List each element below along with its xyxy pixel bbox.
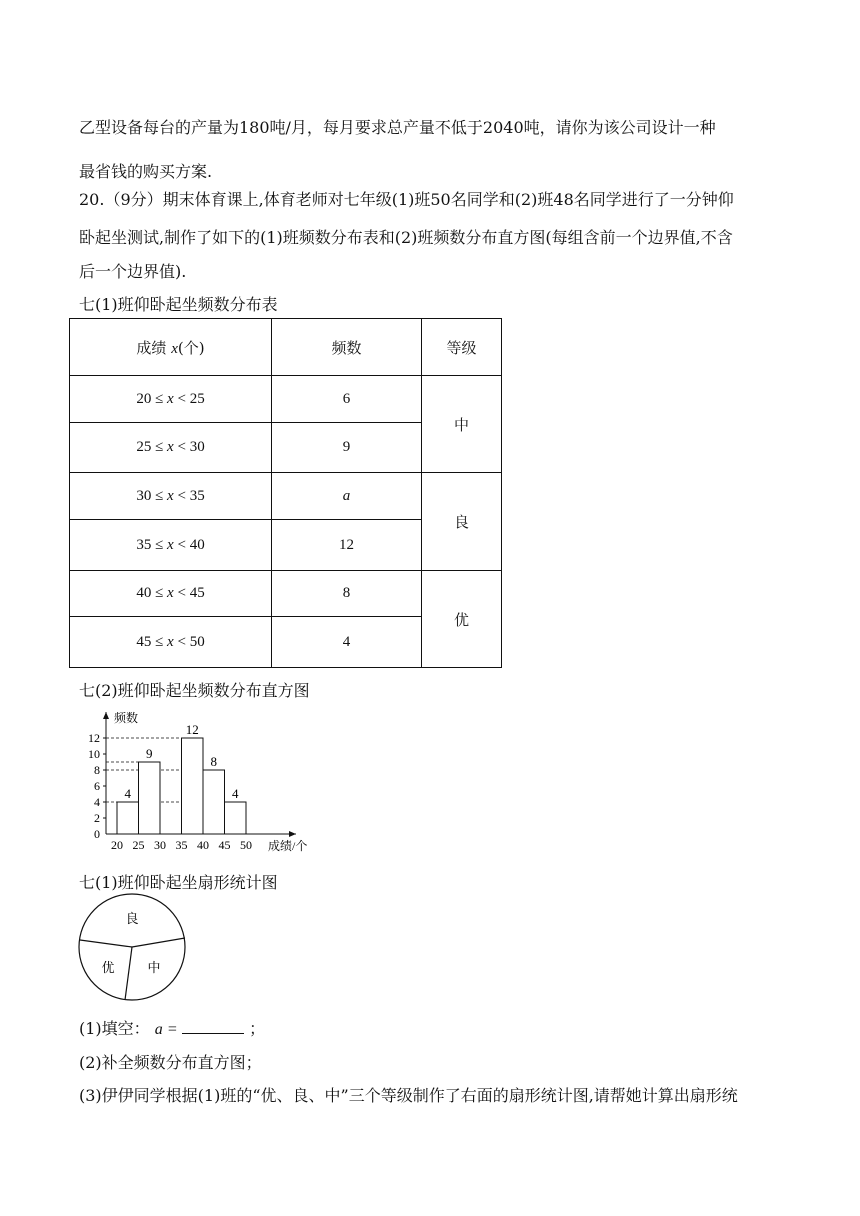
- y-axis-label: 频数: [114, 711, 139, 725]
- range-cell: 40 ≤ x < 45: [70, 571, 272, 617]
- pie-chart: [70, 892, 200, 1012]
- x-tick-label: 30: [154, 838, 166, 852]
- range-cell: 30 ≤ x < 35: [70, 473, 272, 520]
- answer-blank[interactable]: [182, 1019, 244, 1034]
- header-score: 成绩 x(个): [70, 319, 272, 376]
- range-cell: 35 ≤ x < 40: [70, 520, 272, 571]
- question-1: (1)填空： a = ；: [79, 1019, 266, 1038]
- x-axis-arrow: [289, 831, 296, 837]
- pie-label-good: 良: [125, 911, 139, 926]
- header-grade: 等级: [422, 319, 502, 376]
- bar-value-label: 8: [210, 754, 217, 769]
- histogram-bar: [203, 770, 225, 834]
- pie-divider: [125, 947, 132, 1000]
- pie-divider: [132, 938, 185, 947]
- question-2: (2)补全频数分布直方图；: [79, 1053, 262, 1072]
- frequency-cell: 8: [272, 571, 422, 617]
- histogram-bar: [139, 762, 161, 834]
- x-tick-label: 35: [175, 838, 188, 852]
- pie-label-excellent: 优: [101, 960, 115, 975]
- bar-value-label: 4: [232, 786, 239, 801]
- x-tick-label: 20: [111, 838, 123, 852]
- bar-value-label: 4: [124, 786, 131, 801]
- y-axis-arrow: [103, 712, 109, 719]
- y-tick-label: 12: [88, 731, 100, 745]
- grade-cell-good: 良: [422, 473, 502, 571]
- histogram-bar: [117, 802, 139, 834]
- problem-line-3: 后一个边界值).: [79, 262, 187, 281]
- range-cell: 20 ≤ x < 25: [70, 376, 272, 423]
- range-cell: 45 ≤ x < 50: [70, 617, 272, 668]
- intro-line-1: 乙型设备每台的产量为180吨/月，每月要求总产量不低于2040吨，请你为该公司设计一种: [79, 118, 716, 137]
- frequency-cell: 4: [272, 617, 422, 668]
- grade-cell-medium: 中: [422, 376, 502, 473]
- y-tick-label: 8: [94, 763, 100, 777]
- range-cell: 25 ≤ x < 30: [70, 423, 272, 473]
- histogram-caption: 七(2)班仰卧起坐频数分布直方图: [79, 681, 310, 700]
- y-tick-label: 6: [94, 779, 100, 793]
- histogram-bar: [182, 738, 204, 834]
- header-frequency: 频数: [272, 319, 422, 376]
- x-tick-label: 45: [218, 838, 231, 852]
- intro-line-2: 最省钱的购买方案.: [79, 162, 213, 181]
- pie-label-medium: 中: [147, 960, 161, 975]
- x-tick-label: 50: [240, 838, 252, 852]
- frequency-cell: a: [272, 473, 422, 520]
- frequency-cell: 12: [272, 520, 422, 571]
- y-tick-label: 2: [94, 811, 100, 825]
- y-tick-label: 0: [94, 827, 100, 841]
- frequency-cell: 6: [272, 376, 422, 423]
- x-tick-label: 40: [197, 838, 209, 852]
- table-caption: 七(1)班仰卧起坐频数分布表: [79, 295, 278, 314]
- question-3: (3)伊伊同学根据(1)班的“优、良、中”三个等级制作了右面的扇形统计图,请帮她计算出扇形统: [79, 1086, 738, 1105]
- bar-value-label: 12: [185, 722, 199, 737]
- bar-value-label: 9: [146, 746, 153, 761]
- y-tick-label: 10: [88, 747, 100, 761]
- grade-cell-excellent: 优: [422, 571, 502, 668]
- x-tick-label: 25: [132, 838, 145, 852]
- problem-line-2: 卧起坐测试,制作了如下的(1)班频数分布表和(2)班频数分布直方图(每组含前一个边界值,不含: [79, 228, 733, 247]
- y-tick-label: 4: [94, 795, 100, 809]
- pie-caption: 七(1)班仰卧起坐扇形统计图: [79, 873, 278, 892]
- problem-line-1: 20.（9分）期末体育课上,体育老师对七年级(1)班50名同学和(2)班48名同学进行了一分钟仰: [79, 190, 734, 209]
- x-axis-label: 成绩/个: [268, 839, 308, 853]
- frequency-cell: 9: [272, 423, 422, 473]
- histogram-bar: [225, 802, 247, 834]
- pie-divider: [80, 940, 132, 947]
